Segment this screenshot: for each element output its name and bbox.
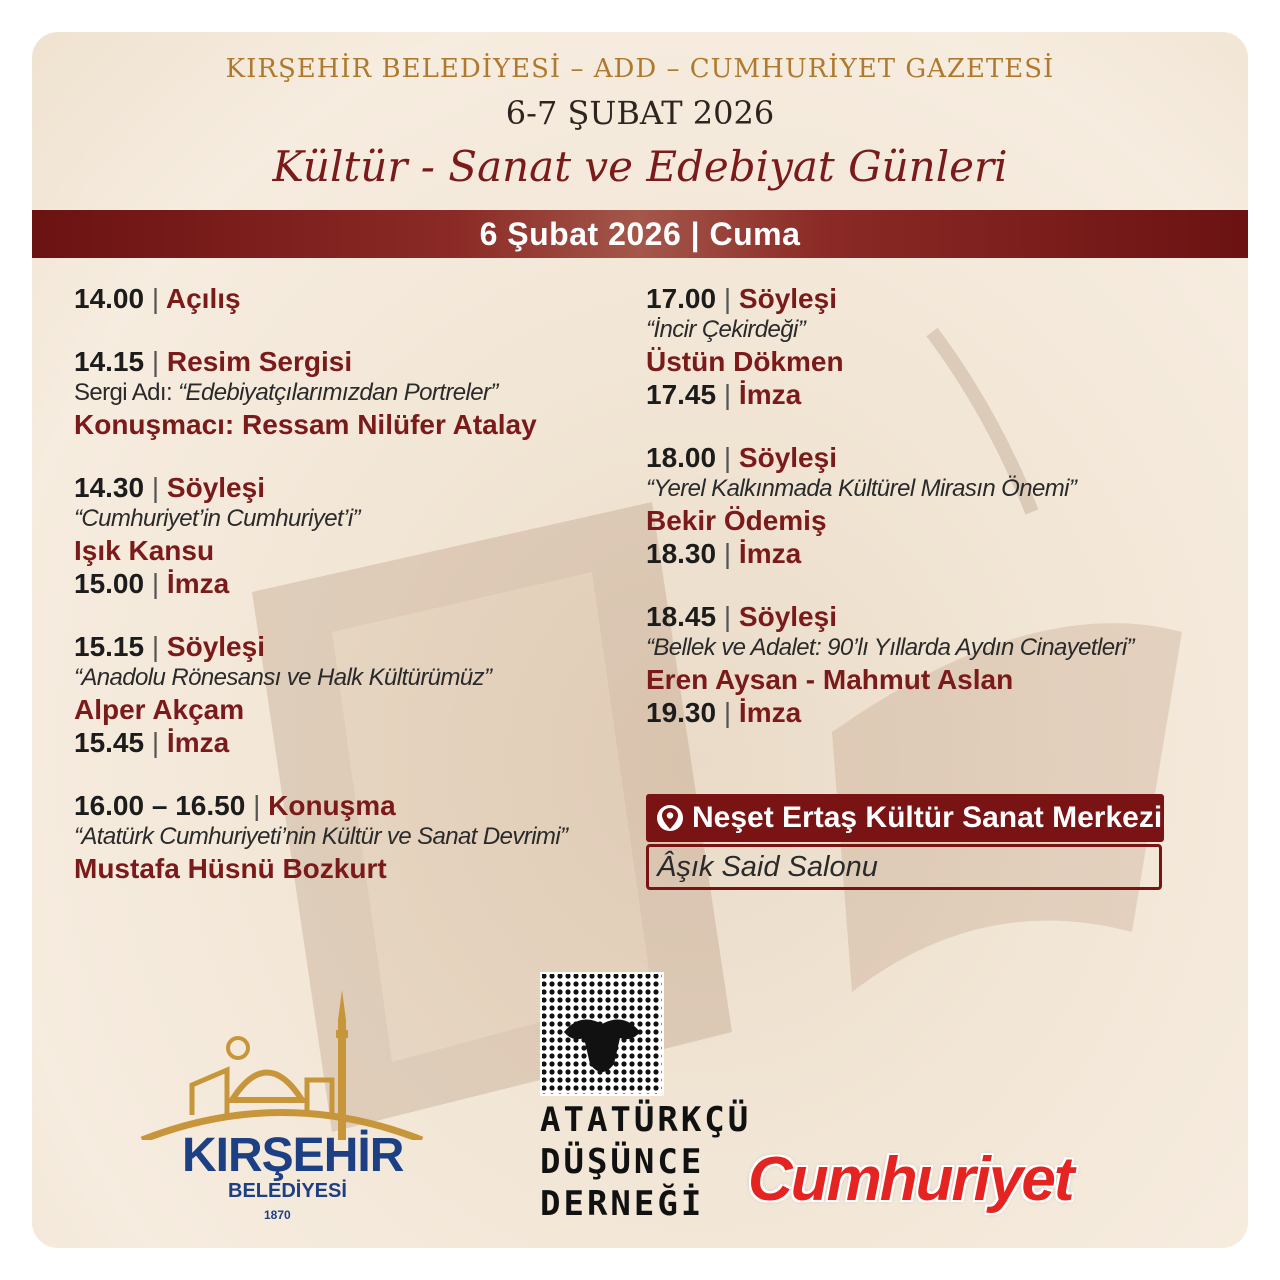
exhibition-label: Sergi Adı: (74, 379, 179, 406)
venue-banner (646, 794, 1164, 842)
event-speaker: Eren Aysan - Mahmut Aslan (646, 664, 1014, 695)
add-association-logo (540, 972, 664, 1096)
event-speaker: Işık Kansu (74, 535, 215, 566)
hall-box (646, 844, 1162, 890)
event-time: 17.00 (646, 283, 717, 314)
day-banner: 6 Şubat 2026 | Cuma (32, 210, 1248, 258)
sign-time: 15.45 (74, 727, 145, 758)
event-time: 18.00 (646, 442, 717, 473)
kirsehir-logo-name: KIRŞEHİR (182, 1129, 404, 1182)
event-item (74, 471, 634, 600)
event-item (74, 345, 634, 441)
separator: | (151, 631, 160, 662)
sign-time: 17.45 (646, 379, 717, 410)
kirsehir-municipality-logo (132, 990, 432, 1140)
separator: | (151, 472, 160, 503)
event-type: Söyleşi (166, 631, 265, 662)
event-type: Söyleşi (166, 472, 265, 503)
kirsehir-logo-year: 1870 (264, 1208, 291, 1222)
event-quote: “Bellek ve Adalet: 90’lı Yıllarda Aydın Cinayetleri” (646, 634, 1134, 661)
separator: | (253, 790, 261, 821)
event-type: Konuşma (268, 790, 396, 821)
event-quote: “İncir Çekirdeği” (646, 316, 806, 343)
schedule-left-column (74, 282, 634, 915)
event-type: Söyleşi (738, 283, 837, 314)
separator: | (723, 283, 732, 314)
sign-label: İmza (738, 538, 802, 569)
sign-label: İmza (166, 727, 230, 758)
event-item (74, 282, 634, 315)
event-quote: “Yerel Kalkınmada Kültürel Mirasın Önemi” (646, 475, 1077, 502)
hall-name: Âşık Said Salonu (657, 851, 878, 883)
event-time: 16.00 – 16.50 (74, 790, 246, 821)
event-time: 18.45 (646, 601, 717, 632)
separator: | (723, 538, 732, 569)
event-type: Resim Sergisi (166, 346, 353, 377)
sign-label: İmza (166, 568, 230, 599)
event-dates: 6-7 ŞUBAT 2026 (505, 94, 775, 132)
separator: | (723, 379, 732, 410)
event-time: 14.15 (74, 346, 145, 377)
sign-time: 18.30 (646, 538, 717, 569)
add-logo-line1: ATATÜRKÇÜ (540, 1100, 752, 1140)
event-type: Söyleşi (738, 442, 837, 473)
separator: | (723, 697, 732, 728)
add-logo-line2: DÜŞÜNCE (540, 1142, 705, 1182)
event-speaker: Mustafa Hüsnü Bozkurt (74, 853, 387, 884)
separator: | (151, 727, 160, 758)
event-quote: “Atatürk Cumhuriyeti’nin Kültür ve Sanat Devrimi” (74, 823, 568, 850)
event-speaker: Bekir Ödemiş (646, 505, 827, 536)
event-item (646, 600, 1206, 729)
sign-time: 19.30 (646, 697, 717, 728)
event-speaker: Konuşmacı: Ressam Nilüfer Atalay (74, 409, 537, 440)
event-item (74, 630, 634, 759)
event-time: 15.15 (74, 631, 145, 662)
add-logo-line3: DERNEĞİ (540, 1184, 705, 1224)
separator: | (151, 568, 160, 599)
event-subtitle: Kültür - Sanat ve Edebiyat Günleri (272, 142, 1008, 191)
separator: | (151, 283, 160, 314)
kirsehir-logo-subtitle: BELEDİYESİ (228, 1180, 347, 1202)
separator: | (723, 601, 732, 632)
event-item (74, 789, 634, 885)
poster-card (32, 32, 1248, 1248)
event-speaker: Üstün Dökmen (646, 346, 844, 377)
event-item (646, 441, 1206, 570)
cumhuriyet-logo: Cumhuriyet (748, 1145, 1073, 1214)
venue-name: Neşet Ertaş Kültür Sanat Merkezi (692, 801, 1163, 834)
event-time: 14.00 (74, 283, 145, 314)
event-quote: “Cumhuriyet’in Cumhuriyet’i” (74, 505, 360, 532)
separator: | (151, 346, 160, 377)
sign-label: İmza (738, 697, 802, 728)
separator: | (723, 442, 732, 473)
organizers-title: KIRŞEHİR BELEDİYESİ – ADD – CUMHURİYET GAZETESİ (225, 54, 1055, 84)
event-item (646, 282, 1206, 411)
sign-label: İmza (738, 379, 802, 410)
event-quote: “Anadolu Rönesansı ve Halk Kültürümüz” (74, 664, 492, 691)
event-type: Söyleşi (738, 601, 837, 632)
schedule-right-column (646, 282, 1206, 759)
location-pin-icon (656, 803, 684, 833)
event-time: 14.30 (74, 472, 145, 503)
event-quote: “Edebiyatçılarımızdan Portreler” (178, 379, 498, 406)
event-type: Açılış (165, 283, 241, 314)
sign-time: 15.00 (74, 568, 145, 599)
event-speaker: Alper Akçam (74, 694, 245, 725)
